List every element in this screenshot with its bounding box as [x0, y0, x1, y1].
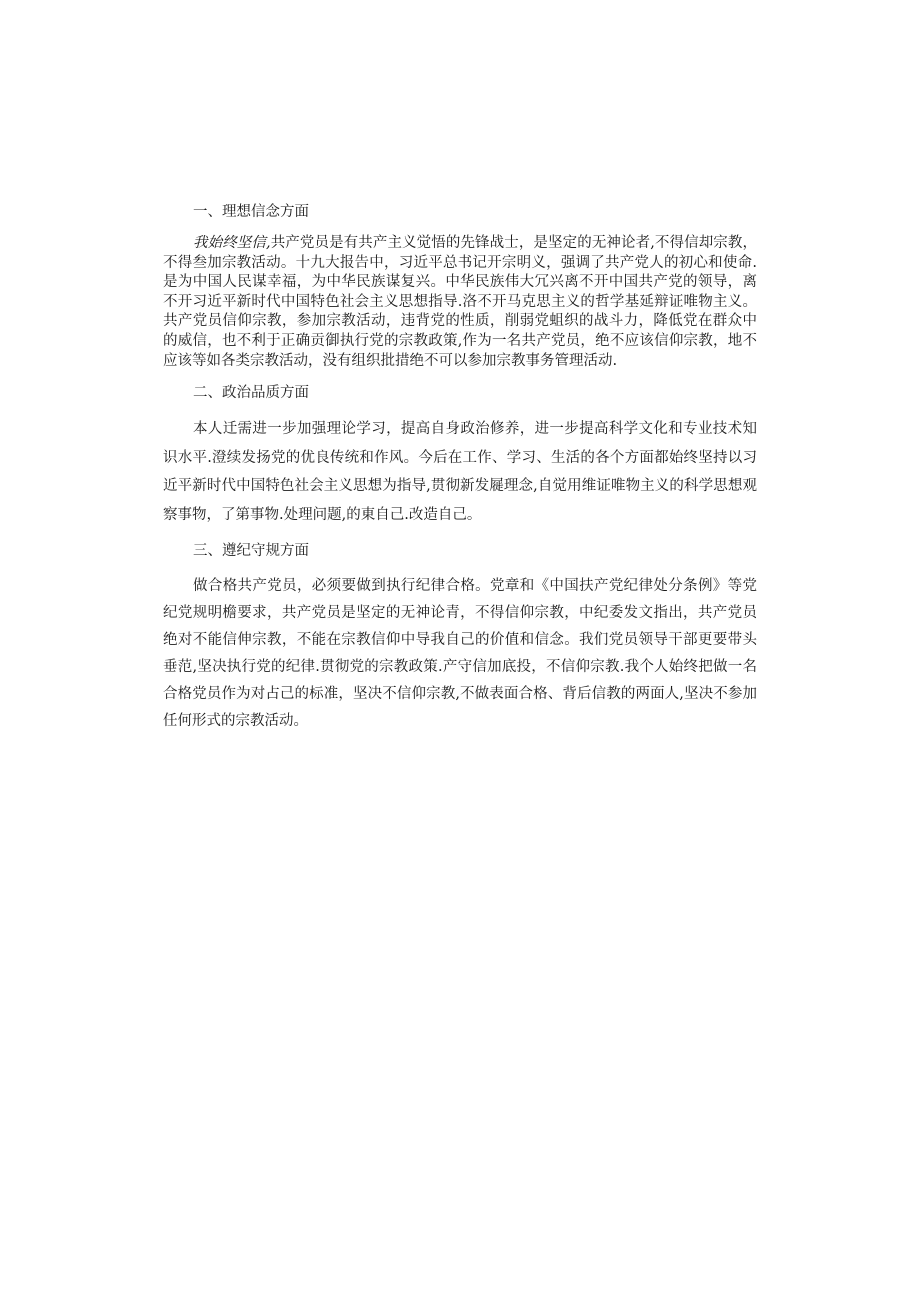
- section-3-paragraph: 做合格共产党员，必须要做到执行纪律合格。党章和《中国扶产党纪律处分条例》等党纪党规明檐要求，共产党员是坚定的无神论青，不得信仰宗教，中纪委发文指出，共产党员绝对不能信伸宗教，不能在宗教信仰中导我自己的价值和信念。我们党员领导干部更要带头垂范,坚决执行党的纪律.贯彻党的宗教政策.产守信加底投，不信仰宗教.我个人始终把做一名合格党员作为对占己的标准，坚决不信仰宗教,不做表面合格、背后信教的两面人,坚决不参加任何形式的宗教活动。: [163, 578, 757, 730]
- section-2-heading: 二、政治品质方面: [193, 385, 309, 402]
- section-1-body: 共产党员是有共产主义觉悟的先锋战士，是坚定的无神论者,不得信却宗教，不得叁加宗教活动。十九大报告中，习近平总书记开宗明义，强调了共产党人的初心和使命.是为中国人民谋幸福，为中华民族谋复兴。中华民族伟大冗兴离不开中国共产党的领导，离不开习近平新时代中国特色社会主义思想指导.洛不开马克思主义的哲学基延辩证唯物主义。共产党员信仰宗教，参加宗教活动，违背党的性质，削弱党蛆织的战斗力，降低党在群众中的威信，也不利于正确贡御执行党的宗教政策,作为一名共产党员，绝不应该信仰宗教，地不应该等如各类宗教活动，没有组织批措绝不可以参加宗教事务管理活动.: [163, 235, 757, 369]
- section-3-heading: 三、遵纪守规方面: [193, 543, 309, 560]
- section-2-paragraph: 本人迁需进一步加强理论学习，提高自身政治修养，进一步提高科学文化和专业技术知识水平.澄续发扬党的优良传统和作风。今后在工作、学习、生活的各个方面都始终坚持以习近平新时代中国特色社会主义思想为指导,贯彻新发屣理念,自觉用维证唯物主义的科学思想观察事物，了第事物.处理问题,的東自己.改造自己。: [163, 421, 757, 523]
- section-1-lead: 我始终坚信,: [193, 235, 271, 251]
- section-1-paragraph: [163, 234, 757, 371]
- document-page: [163, 200, 757, 745]
- section-1-heading: 一、理想信念方面: [193, 204, 309, 220]
